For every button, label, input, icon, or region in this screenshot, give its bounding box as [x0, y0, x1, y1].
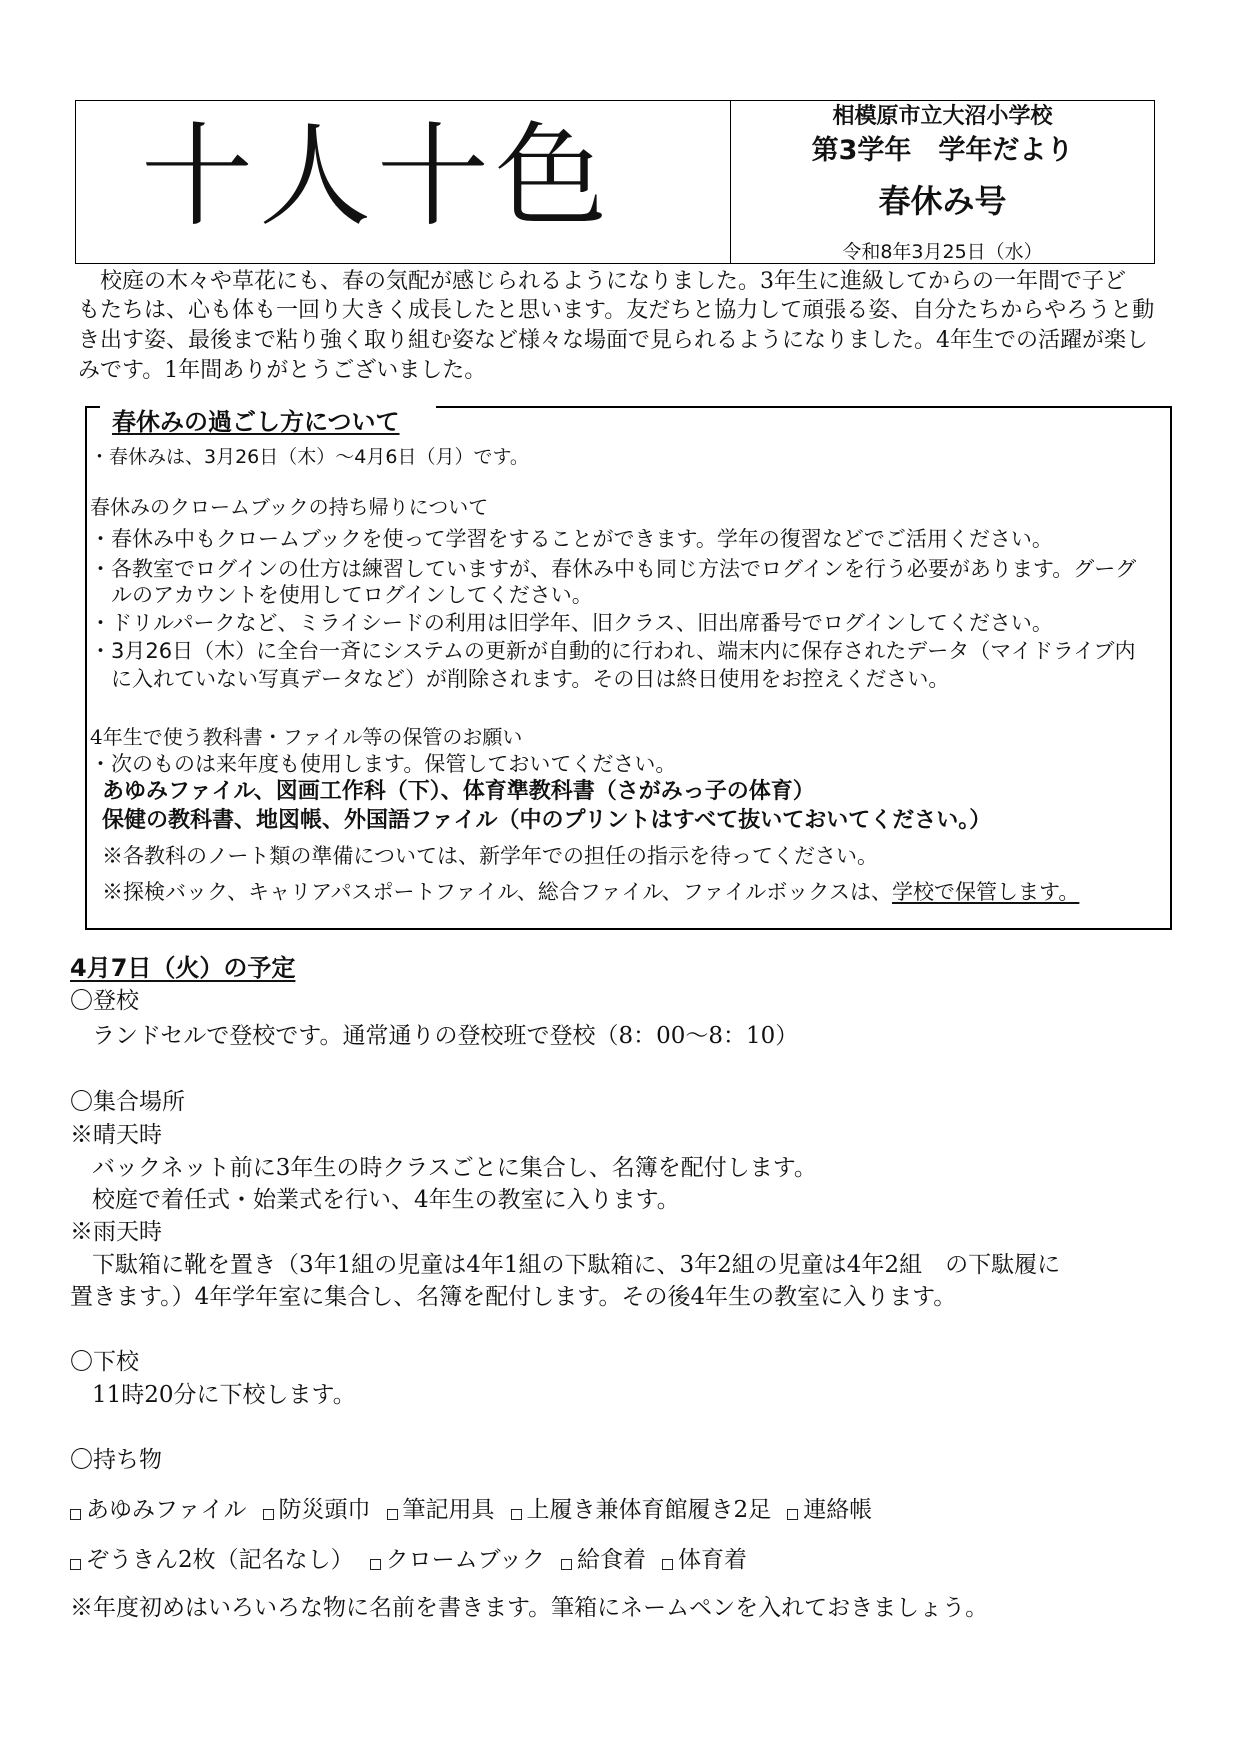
- header-box: [75, 100, 1155, 264]
- dismissal-text: 11時20分に下校します。: [92, 1382, 356, 1408]
- checkbox-icon: [787, 1509, 798, 1520]
- checkbox-icon: [263, 1509, 274, 1520]
- spring-break-title: [100, 406, 436, 438]
- belonging-label: 連絡帳: [803, 1497, 873, 1523]
- intro-line: もたちは、心も体も一回り大きく成長したと思います。友だちと協力して頑張る姿、自分たちからやろうと動: [78, 298, 1155, 323]
- belonging-item: [263, 1494, 371, 1526]
- intro-line: 校庭の木々や草花にも、春の気配が感じられるようになりました。3年生に進級してからの一年間で子ど: [100, 269, 1127, 294]
- belonging-item: [511, 1494, 772, 1526]
- belongings-note: ※年度初めはいろいろな物に名前を書きます。筆箱にネームペンを入れておきましょう。: [70, 1595, 989, 1621]
- arrival-text: ランドセルで登校です。通常通りの登校班で登校（8：00～8：10）: [92, 1023, 799, 1049]
- belonging-label: ぞうきん2枚（記名なし）: [86, 1547, 354, 1573]
- rainy-heading: ※雨天時: [70, 1219, 162, 1245]
- issue-date: 令和8年3月25日（水）: [842, 241, 1043, 263]
- belonging-label: 上履き兼体育館履き2足: [526, 1497, 772, 1523]
- belonging-label: 体育着: [678, 1547, 748, 1573]
- storage-items-line: あゆみファイル、図画工作科（下）、体育準教科書（さがみっ子の体育）: [102, 779, 815, 804]
- belonging-label: あゆみファイル: [86, 1497, 247, 1523]
- dismissal-heading: 〇下校: [70, 1349, 139, 1375]
- checkbox-icon: [70, 1509, 81, 1520]
- belonging-label: クロームブック: [385, 1547, 546, 1573]
- belonging-item: [370, 1544, 545, 1576]
- spring-break-title-text: 春休みの過ごし方について: [112, 408, 400, 436]
- belonging-label: 給食着: [577, 1547, 647, 1573]
- chromebook-line: ・ドリルパークなど、ミライシードの利用は旧学年、旧クラス、旧出席番号でログインしてください。: [90, 611, 1053, 635]
- chromebook-line: ・3月26日（木）に全台一斉にシステムの更新が自動的に行われ、端末内に保存されたデータ（マイドライブ内: [90, 639, 1136, 663]
- checkbox-icon: [561, 1559, 572, 1570]
- intro-line: き出す姿、最後まで粘り強く取り組む姿など様々な場面で見られるようになりました。4年生での活躍が楽し: [78, 328, 1149, 353]
- chromebook-line: ルのアカウントを使用してログインしてください。: [111, 583, 593, 607]
- storage-note-school: [102, 878, 1079, 906]
- storage-note-school-text: ※探検バック、キャリアパスポートファイル、総合ファイル、ファイルボックスは、: [102, 880, 893, 904]
- belonging-label: 防災頭巾: [278, 1497, 371, 1523]
- belonging-item: [662, 1544, 747, 1576]
- chromebook-line: ・各教室でログインの仕方は練習していますが、春休み中も同じ方法でログインを行う必要があります。グーグ: [90, 557, 1137, 581]
- belongings-row: [70, 1544, 747, 1576]
- belongings-heading: 〇持ち物: [70, 1447, 162, 1473]
- belonging-item: [387, 1494, 495, 1526]
- chromebook-line: ・春休み中もクロームブックを使って学習をすることができます。学年の復習などでご活用ください。: [90, 527, 1053, 551]
- newsletter-title: 十人十色: [141, 112, 613, 242]
- checkbox-icon: [70, 1559, 81, 1570]
- chromebook-heading: 春休みのクロームブックの持ち帰りについて: [90, 495, 489, 519]
- rainy-line: 下駄箱に靴を置き（3年1組の児童は4年1組の下駄箱に、3年2組の児童は4年2組 の下駄履に: [92, 1252, 1061, 1278]
- belonging-label: 筆記用具: [402, 1497, 495, 1523]
- schedule-heading: 4月7日（火）の予定: [70, 954, 296, 982]
- storage-intro: ・次のものは来年度も使用します。保管しておいてください。: [90, 752, 677, 776]
- belonging-item: [787, 1494, 872, 1526]
- belongings-row: [70, 1494, 872, 1526]
- spring-break-period: ・春休みは、3月26日（木）～4月6日（月）です。: [90, 446, 529, 468]
- assembly-heading: 〇集合場所: [70, 1089, 185, 1115]
- belonging-item: [70, 1544, 354, 1576]
- belonging-item: [561, 1544, 646, 1576]
- grade-newsletter-label: 第3学年 学年だより: [811, 135, 1074, 166]
- checkbox-icon: [370, 1559, 381, 1570]
- storage-heading: 4年生で使う教科書・ファイル等の保管のお願い: [90, 725, 523, 749]
- sunny-line: 校庭で着任式・始業式を行い、4年生の教室に入ります。: [92, 1187, 680, 1213]
- checkbox-icon: [662, 1559, 673, 1570]
- issue-name: 春休み号: [878, 182, 1007, 220]
- intro-line: みです。1年間ありがとうございました。: [78, 358, 487, 383]
- belonging-item: [70, 1494, 247, 1526]
- arrival-heading: 〇登校: [70, 988, 139, 1014]
- storage-items-line: 保健の教科書、地図帳、外国語ファイル（中のプリントはすべて抜いておいてください。）: [102, 808, 992, 833]
- sunny-heading: ※晴天時: [70, 1122, 162, 1148]
- header-info: [731, 101, 1154, 263]
- chromebook-line: に入れていない写真データなど）が削除されます。その日は終日使用をお控えください。: [111, 667, 950, 691]
- storage-note-notebooks: ※各教科のノート類の準備については、新学年での担任の指示を待ってください。: [102, 844, 878, 868]
- checkbox-icon: [387, 1509, 398, 1520]
- storage-note-school-emphasis: 学校で保管します。: [892, 880, 1080, 904]
- rainy-line: 置きます。）4年学年室に集合し、名簿を配付します。その後4年生の教室に入ります。: [70, 1284, 957, 1310]
- checkbox-icon: [511, 1509, 522, 1520]
- sunny-line: バックネット前に3年生の時クラスごとに集合し、名簿を配付します。: [92, 1155, 817, 1181]
- school-name: 相模原市立大沼小学校: [832, 104, 1053, 129]
